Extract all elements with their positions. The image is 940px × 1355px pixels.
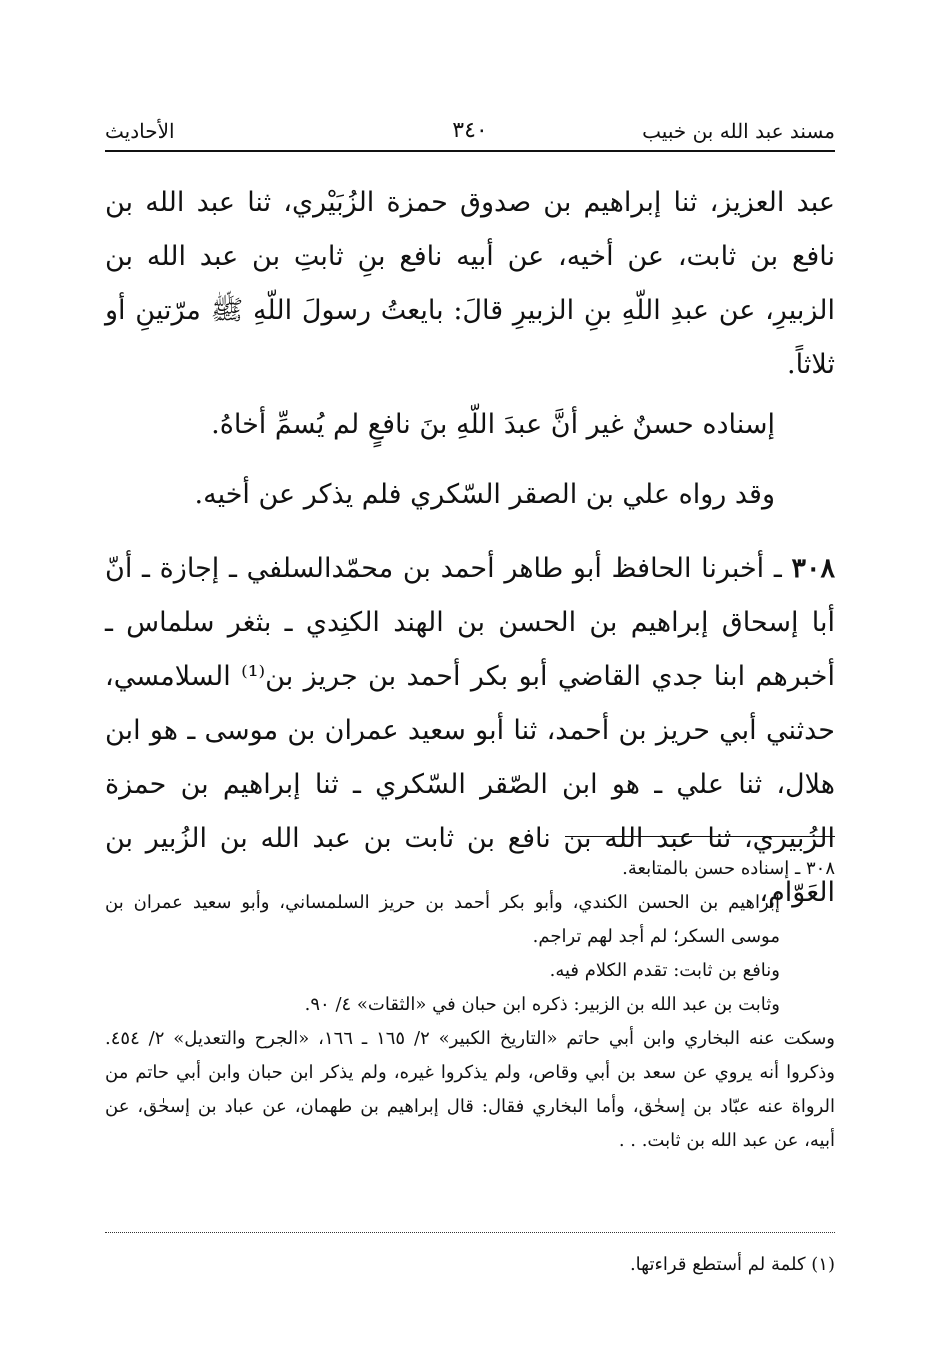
- running-header: [105, 113, 835, 149]
- continuation-paragraph: عبد العزيز، ثنا إبراهيم بن صدوق حمزة الزُبَيْري، ثنا عبد الله بن نافع بن ثابت، عن أخيه، عن أبيه نافع بنِ ثابتِ بن عبد الله بن الزبيرِ، عن عبدِ اللّهِ بنِ الزبيرِ قالَ: بايعتُ رسولَ اللّهِ ﷺ مرّتينِ أو ثلاثاً.: [105, 187, 835, 380]
- dotted-rule: [105, 1232, 835, 1233]
- hadith-number: ٣٠٨: [791, 553, 835, 584]
- header-rule: [105, 150, 835, 152]
- footnote-line: وسكت عنه البخاري وابن أبي حاتم «التاريخ الكبير» ٢/ ١٦٥ ـ ١٦٦، «الجرح والتعديل» ٢/ ٤٥٤. وذكروا أنه يروي عن سعد بن أبي وقاص، ولم يذكروا غيره، ولم يذكر ابن حبان وابن أبي حاتم من الرواة عنه عبّاد بن إسحٰق، وأما البخاري فقال: قال إبراهيم بن طهمان، عن عباد بن إسحٰق، عن أبيه، عن عبد الله بن ثابت. . .: [105, 1028, 835, 1151]
- hadith-text: ـ أخبرنا الحافظ أبو طاهر أحمد بن محمّدالسلفي ـ إجازة ـ أنّ أبا إسحاق إبراهيم بن الحسن بن الهند الكنِدي ـ بثغر سلماس ـ أخبرهم ابنا جدي القاضي أبو بكر أحمد بن جريز بن⁽¹⁾ السلامسي، حدثني أبي حريز بن أحمد، ثنا أبو سعيد عمران بن موسى ـ هو ابن هلال، ثنا علي ـ هو ابن الصّقر السّكري ـ ثنا إبراهيم بن حمزة الزُبيري، ثنا عبد الله بن نافع بن ثابت بن عبد الله بن الزُبير بن العَوّام،: [105, 553, 835, 908]
- footnotes: [105, 852, 835, 1158]
- margin-note: (١) كلمة لم أستطع قراءتها.: [629, 1254, 835, 1275]
- footnote-line: وثابت بن عبد الله بن الزبير: ذكره ابن حبان في «الثقات» ٤/ ٩٠.: [304, 994, 780, 1015]
- page-number: ٣٤٠: [452, 118, 488, 143]
- footnote-rule: [565, 836, 835, 837]
- footnote-line: إبراهيم بن الحسن الكندي، وأبو بكر أحمد بن حريز السلمساني، وأبو سعيد عمران بن موسى السكر؛ لم أجد لهم تراجم.: [105, 892, 780, 947]
- isnad-note: إسناده حسنٌ غير أنَّ عبدَ اللّهِ بنَ نافعٍ لم يُسمِّ أخاهُ.: [211, 409, 775, 440]
- main-text: [105, 176, 835, 920]
- section-title: الأحاديث: [105, 119, 175, 143]
- footnote-line: ونافع بن ثابت: تقدم الكلام فيه.: [549, 960, 780, 981]
- book-title: مسند عبد الله بن خبيب: [642, 119, 835, 143]
- footnote-heading: ٣٠٨ ـ إسناده حسن بالمتابعة.: [622, 858, 835, 879]
- riwaya-note: وقد رواه علي بن الصقر السّكري فلم يذكر عن أخيه.: [194, 479, 775, 510]
